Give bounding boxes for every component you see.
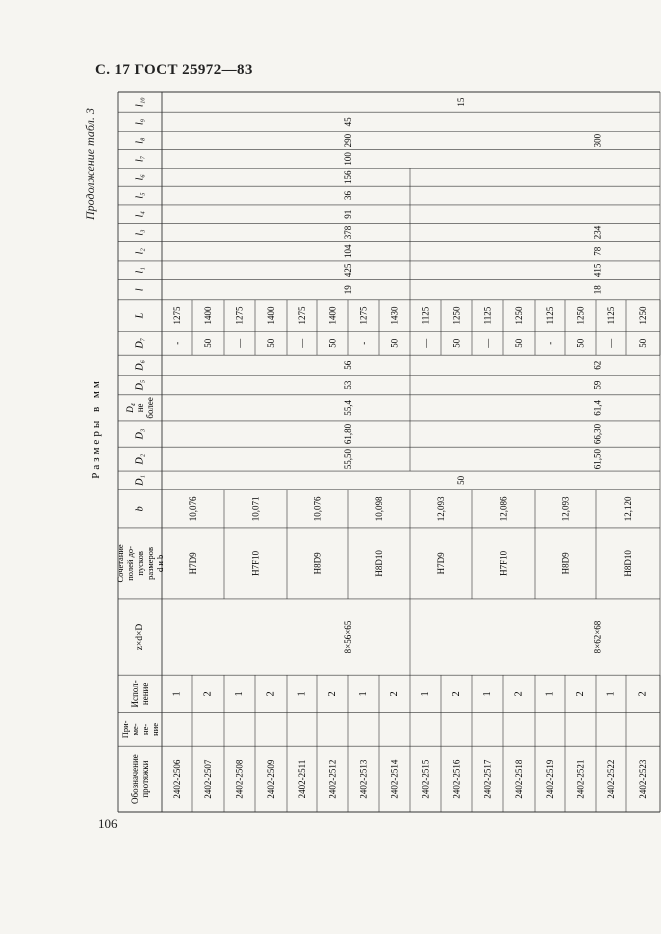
header-D4-line-0: D₄ bbox=[125, 403, 135, 413]
length-cell: 1400 bbox=[203, 306, 213, 325]
l1-cell: 425 bbox=[343, 263, 353, 278]
tolerance-cell: H8D10 bbox=[623, 550, 633, 577]
header-l3: l₃ bbox=[134, 229, 146, 236]
length-cell: 1400 bbox=[266, 306, 276, 325]
length-cell: 1275 bbox=[172, 306, 182, 325]
d7-cell: — bbox=[234, 338, 245, 348]
length-cell: 1125 bbox=[482, 306, 493, 325]
execution-cell: 2 bbox=[265, 691, 277, 697]
header-l9: l₉ bbox=[134, 118, 146, 126]
b-cell: 10,098 bbox=[374, 496, 384, 522]
designation-cell: 2402-2517 bbox=[482, 759, 493, 799]
header-tolerance-line-3: размеров bbox=[145, 546, 155, 580]
header-application-line-3: ние bbox=[150, 722, 160, 736]
tolerance-cell: H8D10 bbox=[374, 550, 384, 577]
size-cell: 8×62×68 bbox=[592, 620, 603, 654]
d4-cell: 55,4 bbox=[343, 400, 353, 416]
d6-cell: 62 bbox=[592, 360, 603, 370]
designation-cell: 2402-2513 bbox=[358, 759, 369, 799]
execution-cell: 1 bbox=[171, 691, 183, 697]
header-l8: l₈ bbox=[134, 137, 146, 144]
header-b: b bbox=[134, 506, 146, 512]
d5-cell: 53 bbox=[343, 380, 353, 390]
header-D4-line-1: не bbox=[135, 403, 145, 413]
length-cell: 1400 bbox=[327, 306, 338, 325]
execution-cell: 1 bbox=[358, 691, 369, 697]
header-execution-line-1: нение bbox=[140, 682, 150, 706]
tolerance-cell: H8D9 bbox=[560, 552, 571, 575]
designation-cell: 2402-2514 bbox=[389, 759, 400, 799]
header-l1: l₁ bbox=[134, 267, 146, 274]
execution-cell: 2 bbox=[327, 691, 338, 697]
header-application-line-0: При- bbox=[120, 720, 130, 739]
l6-cell: 156 bbox=[343, 170, 353, 184]
tolerance-cell: H7D9 bbox=[436, 552, 446, 575]
header-tolerance-line-2: пусков bbox=[135, 551, 145, 576]
d7-cell: — bbox=[297, 338, 307, 348]
length-cell: 1275 bbox=[297, 306, 307, 325]
designation-cell: 2402-2506 bbox=[172, 759, 182, 799]
designation-cell: 2402-2519 bbox=[545, 759, 555, 799]
header-D1: D₁ bbox=[134, 475, 146, 486]
tolerance-cell: H7F10 bbox=[250, 550, 261, 576]
execution-cell: 2 bbox=[637, 691, 649, 697]
header-D4-line-2: более bbox=[145, 397, 155, 419]
d3-cell: 66,30 bbox=[592, 423, 603, 445]
continuation-label: Продолжение табл. 3 bbox=[83, 108, 97, 220]
designation-cell: 2402-2518 bbox=[514, 759, 524, 799]
d7-cell: - bbox=[172, 341, 182, 345]
execution-cell: 2 bbox=[451, 691, 462, 697]
l8-cell: 290 bbox=[343, 133, 353, 148]
d2-cell: 61,50 bbox=[592, 448, 603, 470]
header-designation-line-0: Обозначение bbox=[130, 754, 140, 804]
group-header: Размеры в мм bbox=[90, 378, 102, 479]
header-l2: l₂ bbox=[134, 248, 146, 255]
d7-cell: 50 bbox=[327, 338, 338, 348]
l10-cell: 15 bbox=[456, 97, 466, 107]
header-L: L bbox=[134, 312, 146, 319]
d4-cell: 61,4 bbox=[592, 400, 603, 416]
b-cell: 12,093 bbox=[436, 496, 446, 522]
length-cell: 1430 bbox=[389, 306, 400, 325]
execution-cell: 1 bbox=[234, 691, 245, 697]
execution-cell: 2 bbox=[575, 691, 586, 697]
page-number: 106 bbox=[98, 816, 118, 831]
length-cell: 1250 bbox=[451, 306, 462, 325]
header-designation-line-1: протяжки bbox=[140, 760, 150, 798]
b-cell: 12,093 bbox=[560, 496, 571, 522]
execution-cell: 1 bbox=[482, 691, 493, 697]
d7-cell: 50 bbox=[203, 338, 213, 348]
header-tolerance-line-4: d и b bbox=[155, 554, 165, 573]
length-cell: 1125 bbox=[606, 306, 616, 325]
d7-cell: 50 bbox=[638, 338, 648, 348]
designation-cell: 2402-2521 bbox=[575, 759, 586, 799]
d7-cell: — bbox=[420, 338, 431, 348]
l7-cell: 100 bbox=[343, 152, 353, 166]
b-cell: 10,076 bbox=[312, 496, 323, 522]
header-l7: l₇ bbox=[134, 155, 146, 163]
b-cell: 10,076 bbox=[188, 496, 198, 522]
l5-cell: 36 bbox=[343, 191, 353, 201]
header-D3: D₃ bbox=[134, 428, 146, 440]
d1-cell: 50 bbox=[456, 475, 466, 485]
length-cell: 1250 bbox=[638, 306, 648, 325]
tolerance-cell: H8D9 bbox=[312, 552, 323, 575]
designation-cell: 2402-2522 bbox=[606, 759, 616, 799]
l2-cell: 104 bbox=[343, 244, 353, 259]
b-cell: 10,071 bbox=[250, 496, 261, 522]
header-application-line-1: ме- bbox=[130, 723, 140, 736]
header-execution-line-0: Испол- bbox=[130, 680, 140, 708]
execution-cell: 2 bbox=[202, 691, 214, 697]
l3-cell: 234 bbox=[592, 225, 603, 240]
l3-cell: 378 bbox=[343, 225, 353, 240]
header-l4: l₄ bbox=[134, 211, 146, 218]
d7-cell: - bbox=[545, 341, 555, 345]
header-l5: l₅ bbox=[134, 192, 146, 199]
execution-cell: 1 bbox=[420, 691, 431, 697]
execution-cell: 2 bbox=[389, 691, 400, 697]
header-D5: D₅ bbox=[134, 379, 146, 391]
d7-cell: — bbox=[606, 338, 616, 348]
d7-cell: 50 bbox=[389, 338, 400, 348]
d7-cell: 50 bbox=[575, 338, 586, 348]
designation-cell: 2402-2508 bbox=[234, 759, 245, 799]
l8-cell: 300 bbox=[592, 133, 603, 148]
execution-cell: 1 bbox=[544, 691, 556, 697]
execution-cell: 1 bbox=[296, 691, 308, 697]
d7-cell: - bbox=[358, 341, 369, 345]
length-cell: 1125 bbox=[545, 306, 555, 325]
l4-cell: 91 bbox=[343, 209, 353, 219]
d7-cell: 50 bbox=[266, 338, 276, 348]
execution-cell: 1 bbox=[605, 691, 617, 697]
designation-cell: 2402-2516 bbox=[451, 759, 462, 799]
header-D7: D₇ bbox=[134, 337, 146, 349]
header-D6: D₆ bbox=[134, 359, 146, 371]
header-l: l bbox=[134, 288, 146, 292]
d7-cell: 50 bbox=[514, 338, 524, 348]
header-zdD-line-0: z×d×D bbox=[135, 623, 145, 651]
b-cell: 12,120 bbox=[623, 496, 633, 522]
tolerance-cell: H7F10 bbox=[498, 550, 509, 576]
length-cell: 1275 bbox=[358, 306, 369, 325]
length-cell: 1250 bbox=[575, 306, 586, 325]
header-tolerance-line-1: полей до- bbox=[125, 546, 135, 581]
designation-cell: 2402-2511 bbox=[297, 759, 307, 799]
d7-cell: — bbox=[482, 338, 493, 348]
d6-cell: 56 bbox=[343, 360, 353, 370]
tolerance-cell: H7D9 bbox=[188, 552, 198, 575]
length-cell: 1250 bbox=[514, 306, 524, 325]
designation-cell: 2402-2515 bbox=[420, 759, 431, 799]
d7-cell: 50 bbox=[451, 338, 462, 348]
designation-cell: 2402-2512 bbox=[327, 759, 338, 799]
header-D2: D₂ bbox=[134, 453, 146, 465]
l2-cell: 78 bbox=[592, 246, 603, 256]
length-cell: 1275 bbox=[234, 306, 245, 325]
l9-cell: 45 bbox=[343, 117, 353, 127]
d5-cell: 59 bbox=[592, 380, 603, 390]
designation-cell: 2402-2507 bbox=[203, 759, 213, 799]
d3-cell: 61,80 bbox=[343, 423, 353, 445]
execution-cell: 2 bbox=[513, 691, 525, 697]
header-application-line-2: не- bbox=[140, 723, 150, 735]
l-cell: 18 bbox=[592, 285, 603, 295]
designation-cell: 2402-2509 bbox=[266, 759, 276, 799]
page-header: С. 17 ГОСТ 25972—83 bbox=[95, 62, 253, 78]
header-tolerance-line-0: Сочетание bbox=[115, 544, 125, 583]
b-cell: 12,086 bbox=[498, 496, 509, 522]
size-cell: 8×56×65 bbox=[343, 620, 353, 654]
l-cell: 19 bbox=[343, 285, 353, 295]
header-l6: l₆ bbox=[134, 174, 146, 181]
length-cell: 1125 bbox=[420, 306, 431, 325]
d2-cell: 55,50 bbox=[343, 448, 353, 470]
header-l10: l₁₀ bbox=[134, 97, 146, 107]
l1-cell: 415 bbox=[592, 263, 603, 278]
designation-cell: 2402-2523 bbox=[638, 759, 648, 799]
